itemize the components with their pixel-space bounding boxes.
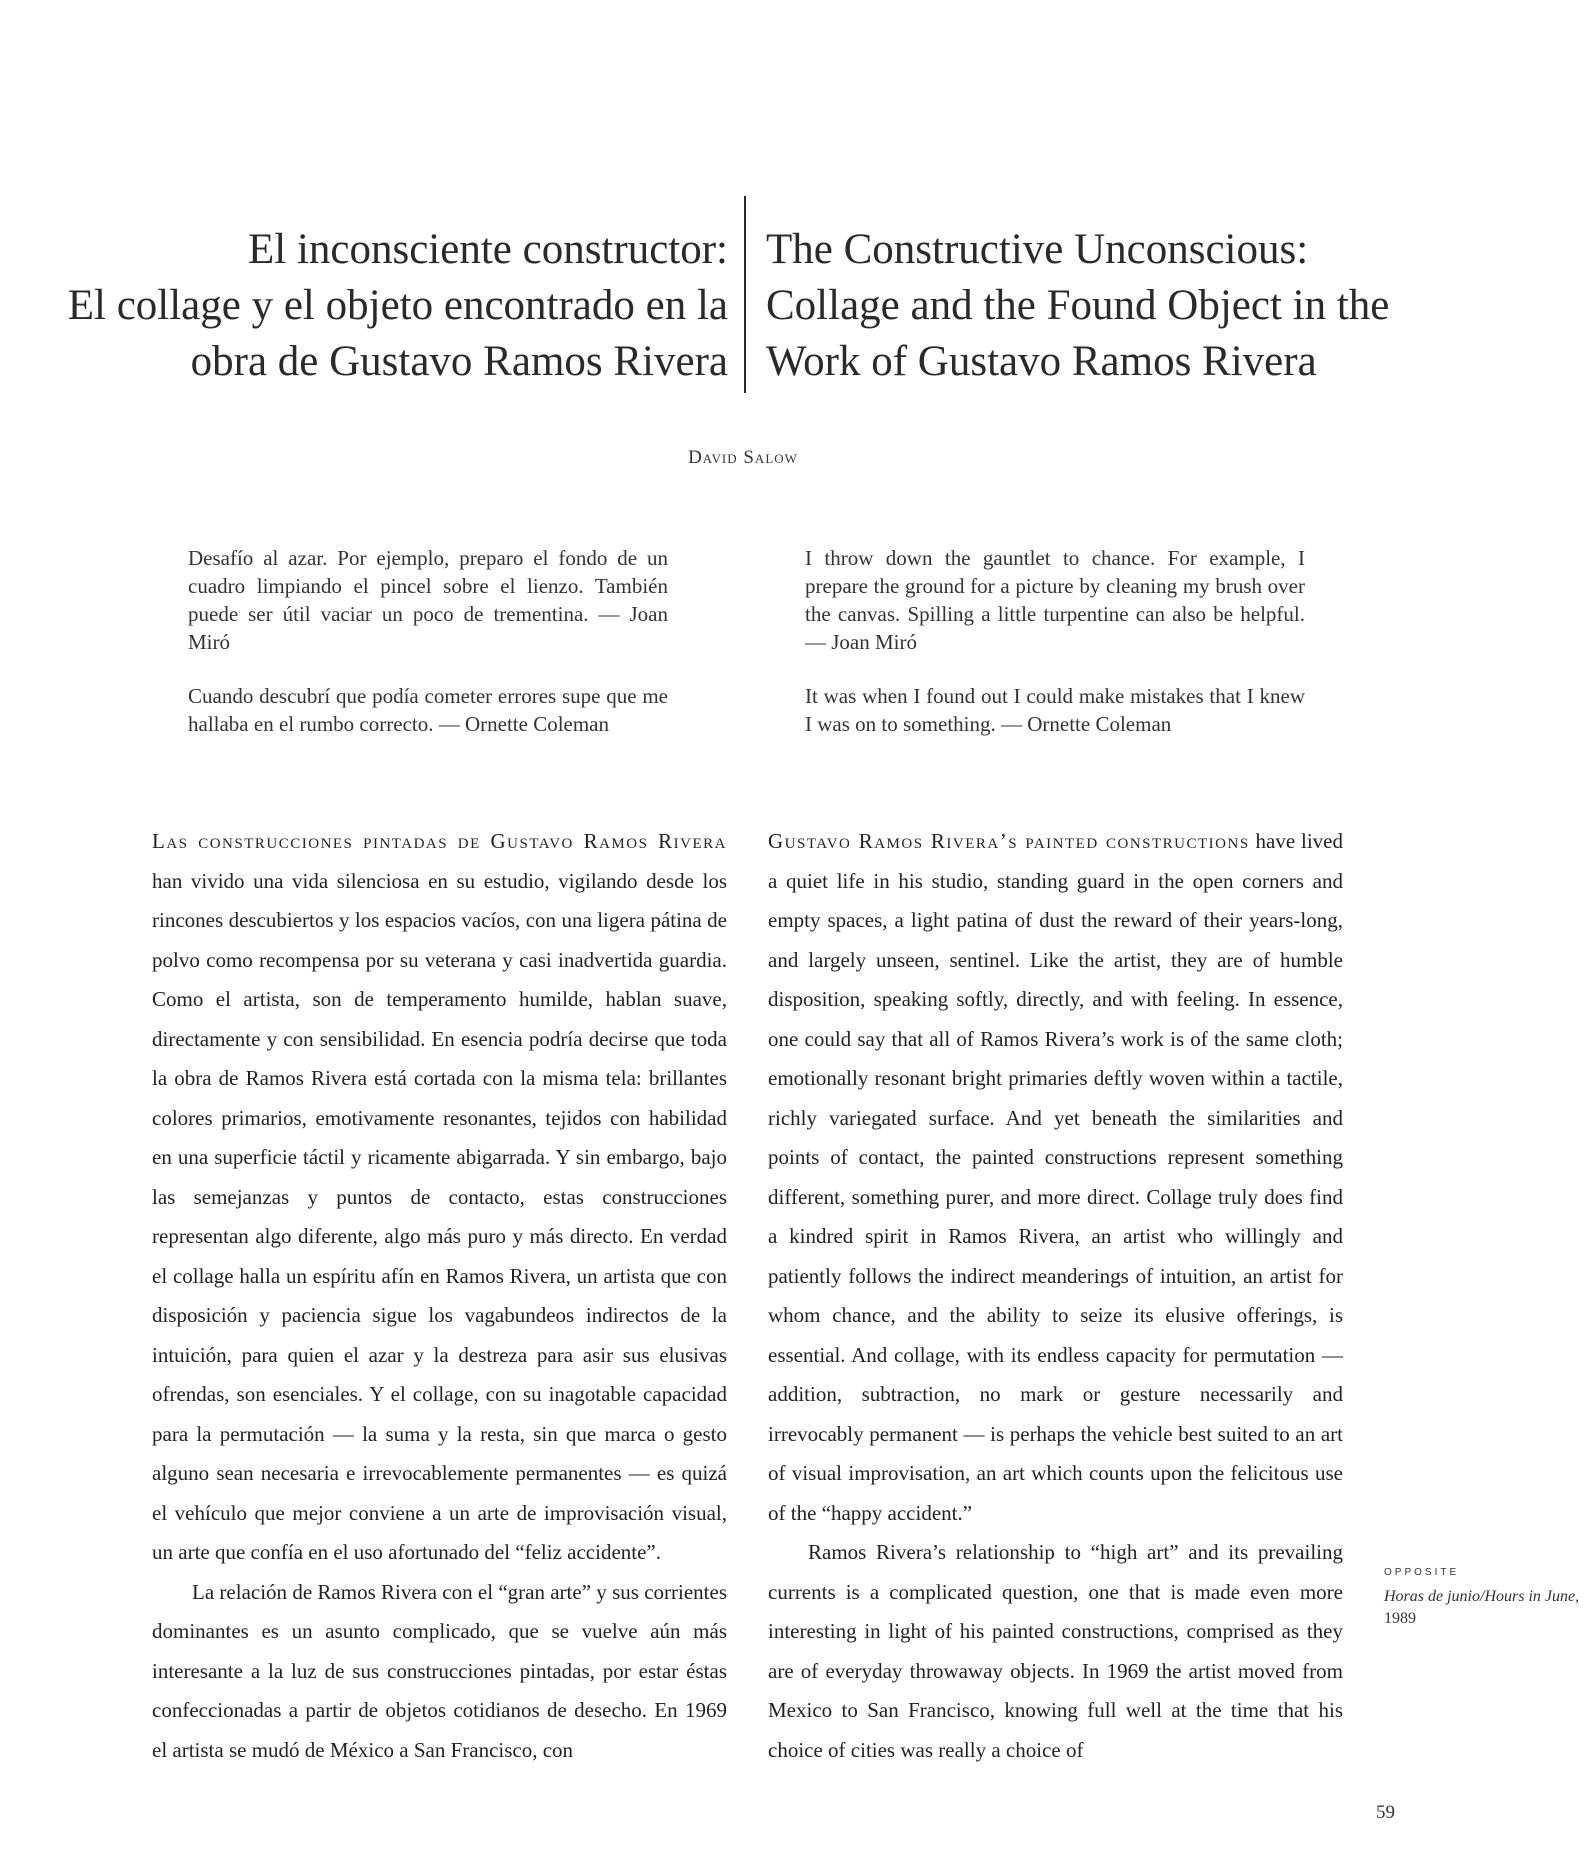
title-spanish-line-1: El inconsciente constructor: <box>247 226 728 273</box>
figure-caption <box>1384 1562 1593 1630</box>
body-paragraph-es-2: La relación de Ramos Rivera con el “gran arte” y sus corrientes dominantes es un asunto complicado, que se vuelve aún más interesante a la luz de sus construcciones pintadas, por estar éstas confeccionadas a partir de objetos cotidianos de desecho. En 1969 el artista se mudó de México a San Francisco, con <box>152 1579 727 1762</box>
lead-in-es: Las construcciones pintadas de Gustavo Ramos Rivera <box>152 829 727 853</box>
epigraphs-english <box>805 544 1305 764</box>
body-paragraph-es-1 <box>152 822 727 1573</box>
page-number: 59 <box>1376 1802 1395 1823</box>
epigraph-coleman-es: Cuando descubrí que podía cometer errores supe que me hallaba en el rumbo correcto. — Ornette Coleman <box>188 684 668 736</box>
caption-year: 1989 <box>1384 1610 1416 1627</box>
body-column-english <box>768 822 1343 1770</box>
lead-in-en: Gustavo Ramos Rivera’s painted constructions <box>768 829 1250 853</box>
title-english-line-3: Work of Gustavo Ramos Rivera <box>766 338 1317 385</box>
epigraphs-spanish <box>188 544 668 764</box>
author-byline: David Salow <box>688 447 798 468</box>
epigraph-miro-en: I throw down the gauntlet to chance. For example, I prepare the ground for a picture by cleaning my brush over the canvas. Spilling a little turpentine can also be helpful. — Joan Miró <box>805 546 1305 654</box>
title-divider <box>744 196 746 393</box>
title-spanish-line-3: obra de Gustavo Ramos Rivera <box>190 338 728 385</box>
body-paragraph-en-2: Ramos Rivera’s relationship to “high art” and its prevailing currents is a complicated question, one that is made even more interesting in light of his painted constructions, comprised as they are of everyday throwaway objects. In 1969 the artist moved from Mexico to San Francisco, knowing full well at the time that his choice of cities was really a choice of <box>768 1540 1343 1762</box>
title-spanish <box>60 222 728 390</box>
epigraph-coleman-en: It was when I found out I could make mistakes that I knew I was on to something. — Ornette Coleman <box>805 684 1305 736</box>
title-english <box>766 222 1486 390</box>
title-spanish-line-2: El collage y el objeto encontrado en la <box>67 282 728 329</box>
epigraph-miro-es: Desafío al azar. Por ejemplo, preparo el fondo de un cuadro limpiando el pincel sobre el lienzo. También puede ser útil vaciar un poco de trementina. — Joan Miró <box>188 546 668 654</box>
caption-title: Horas de junio/Hours in June, <box>1384 1588 1580 1605</box>
body-paragraph-en-1 <box>768 822 1343 1533</box>
body-text-es-1: han vivido una vida silenciosa en su estudio, vigilando desde los rincones descubiertos y los espacios vacíos, con una ligera pátina de polvo como recompensa por su veterana y casi inadvertida guardia. Como el artista, son de temperamento humilde, hablan suave, directamente y con sensibilidad. En esencia podría decirse que toda la obra de Ramos Rivera está cortada con la misma tela: brillantes colores primarios, emotivamente resonantes, tejidos con habilidad en una superficie táctil y ricamente abigarrada. Y sin embargo, bajo las semejanzas y puntos de contacto, estas construcciones representan algo diferente, algo más puro y más directo. En verdad el collage halla un espíritu afín en Ramos Rivera, un artista que con disposición y paciencia sigue los vagabundeos indirectos de la intuición, para quien el azar y la destreza para asir sus elusivas ofrendas, son esenciales. Y el collage, con su inagotable capacidad para la permutación — la suma y la resta, sin que marca o gesto alguno sean necesaria e irrevocablemente permanentes — es quizá el vehículo que mejor conviene a un arte de improvisación visual, un arte que confía en el uso afortunado del “feliz accidente”. <box>152 868 727 1564</box>
body-text-en-1: have lived a quiet life in his studio, standing guard in the open corners and empty spaces, a light patina of dust the reward of their years-long, and largely unseen, sentinel. Like the artist, they are of humble disposition, speaking softly, directly, and with feeling. In essence, one could say that all of Ramos Rivera’s work is of the same cloth; emotionally resonant bright primaries deftly woven within a tactile, richly variegated surface. And yet beneath the similarities and points of contact, the painted constructions represent something different, something purer, and more direct. Collage truly does find a kindred spirit in Ramos Rivera, an artist who willingly and patiently follows the indirect meanderings of intuition, an artist for whom chance, and the ability to seize its elusive offerings, is essential. And collage, with its endless capacity for permutation — addition, subtraction, no mark or gesture necessarily and irrevocably permanent — is perhaps the vehicle best suited to an art of visual improvisation, an art which counts upon the felicitous use of the “happy accident.” <box>768 829 1343 1525</box>
title-english-line-1: The Constructive Unconscious: <box>766 226 1309 273</box>
title-english-line-2: Collage and the Found Object in the <box>766 282 1390 329</box>
caption-label: OPPOSITE <box>1384 1567 1460 1578</box>
body-column-spanish <box>152 822 727 1770</box>
